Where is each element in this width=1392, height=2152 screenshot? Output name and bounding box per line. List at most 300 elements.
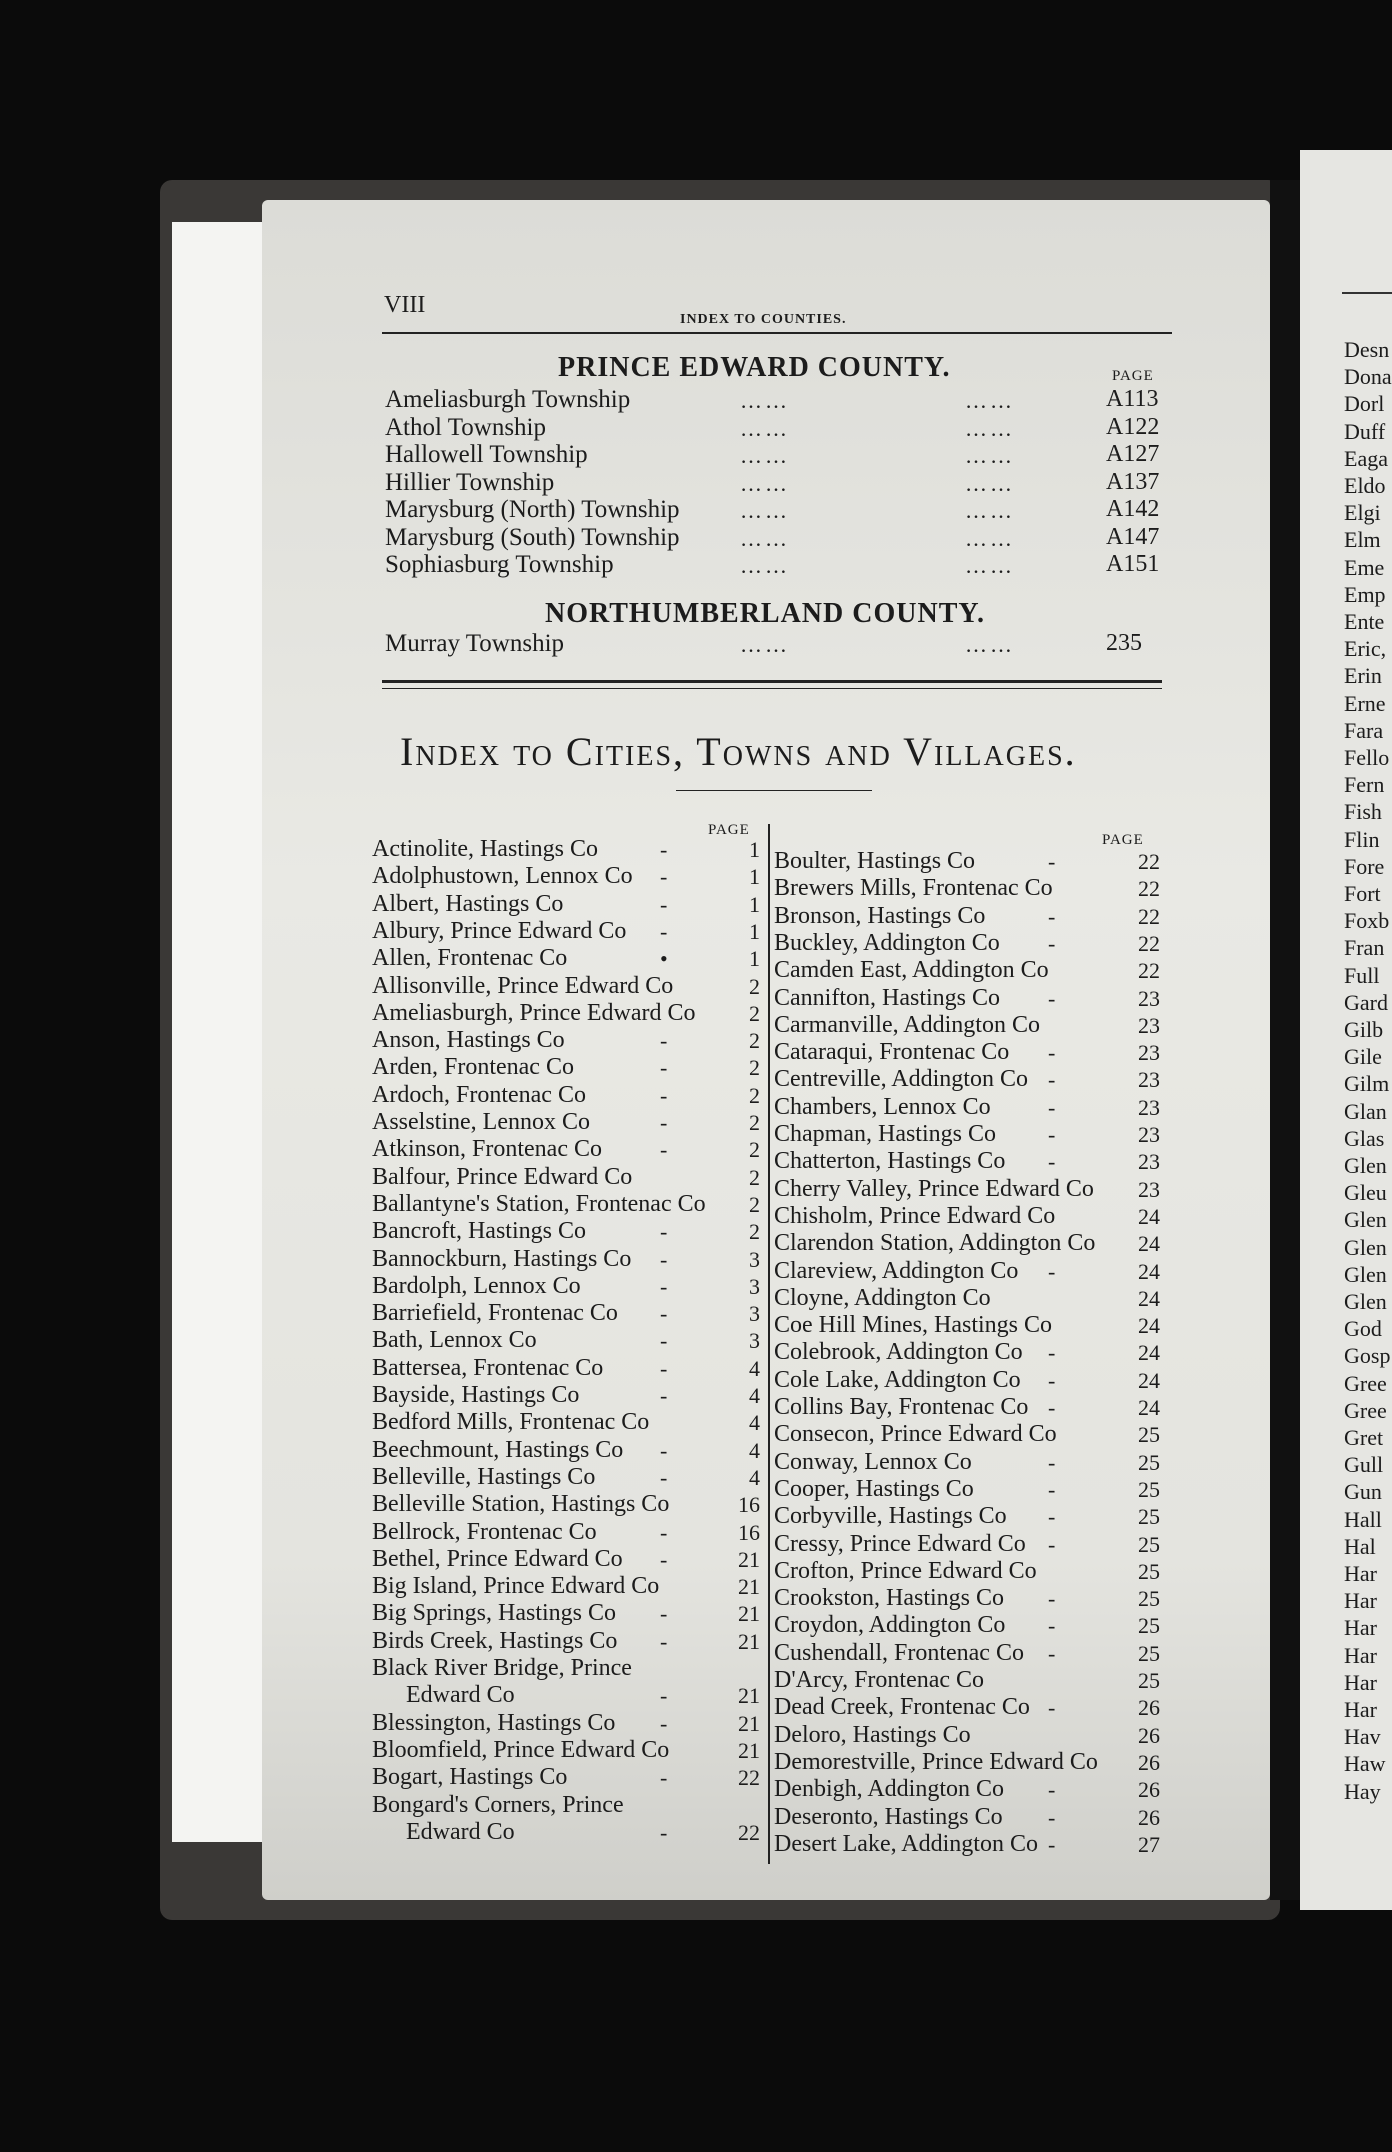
index-entry-name: Brewers Mills, Frontenac Co — [774, 875, 1053, 902]
facing-page-fragment: Gret — [1344, 1425, 1384, 1450]
index-entry-page: 2 — [749, 1000, 760, 1026]
index-entry-page: 27 — [1138, 1831, 1160, 1857]
township-page: A137 — [1106, 468, 1160, 495]
index-entry-page: 24 — [1138, 1395, 1160, 1420]
index-entry-name: Balfour, Prince Edward Co — [372, 1163, 633, 1190]
index-entry-page: 23 — [1138, 985, 1160, 1011]
leader-dash: - — [660, 1628, 668, 1654]
leader-dash: - — [1048, 1531, 1056, 1557]
facing-page-fragment: Har — [1344, 1588, 1377, 1614]
facing-page-fragment: Gull — [1344, 1452, 1384, 1478]
township-name: Marysburg (North) Township — [385, 496, 680, 523]
facing-page-fragment: Emp — [1344, 581, 1386, 607]
index-entry-name: Bongard's Corners, Prince — [372, 1791, 624, 1818]
index-entry-page: 21 — [738, 1683, 760, 1709]
index-entry-name: Belleville, Hastings Co — [372, 1463, 596, 1490]
index-entry-page: 2 — [749, 1055, 760, 1081]
facing-page-fragment: Elm — [1344, 527, 1381, 553]
leader-dash: - — [1048, 930, 1056, 956]
index-title: Index to Cities, Towns and Villages. — [400, 729, 1077, 774]
index-entry-page: 1 — [749, 837, 760, 862]
index-entry-name: Adolphustown, Lennox Co — [372, 863, 633, 890]
leader-dash: - — [1048, 1367, 1056, 1393]
index-entry-name: Allisonville, Prince Edward Co — [372, 972, 674, 999]
index-entry-page: 22 — [1138, 876, 1160, 902]
index-entry-page: 24 — [1138, 1285, 1160, 1311]
index-entry-name: Bannockburn, Hastings Co — [372, 1245, 632, 1272]
index-entry-page: 23 — [1138, 1012, 1160, 1038]
county-page-label: PAGE — [1112, 368, 1154, 384]
leader-dash: - — [660, 1246, 668, 1272]
facing-page-fragment: Glen — [1344, 1234, 1387, 1260]
facing-page-fragment: Glen — [1344, 1207, 1387, 1233]
index-entry-name: Actinolite, Hastings Co — [372, 836, 598, 862]
index-entry-name: Chisholm, Prince Edward Co — [774, 1202, 1056, 1229]
index-entry-name: Big Springs, Hastings Co — [372, 1600, 617, 1627]
index-entry-page: 16 — [738, 1519, 760, 1545]
index-entry-name: Buckley, Addington Co — [774, 929, 1000, 956]
index-entry-page: 24 — [1138, 1367, 1160, 1393]
leader-dash: - — [1048, 1067, 1056, 1093]
index-entry-page: 1 — [749, 864, 760, 890]
leader-dots: …… — [965, 498, 1015, 523]
facing-page-fragment: Fara — [1344, 717, 1384, 743]
leader-dots: …… — [965, 553, 1015, 578]
index-entry-name: Cloyne, Addington Co — [774, 1284, 991, 1311]
leader-dash: - — [660, 1082, 668, 1108]
leader-dash: - — [660, 837, 668, 862]
header-rule — [382, 332, 1172, 334]
facing-page-fragment: Gile — [1344, 1044, 1382, 1070]
leader-dots: …… — [965, 525, 1015, 551]
facing-page-fragment: Haw — [1344, 1751, 1386, 1777]
facing-page-fragment: Desn — [1344, 337, 1390, 362]
index-entry-page: 22 — [738, 1765, 760, 1791]
index-entry-name: Camden East, Addington Co — [774, 957, 1049, 984]
facing-page-fragment: Har — [1344, 1615, 1377, 1641]
index-entry-page: 25 — [1138, 1504, 1160, 1530]
index-entry-page: 4 — [749, 1410, 760, 1436]
index-entry-name: Big Island, Prince Edward Co — [372, 1573, 660, 1600]
index-entry-page: 24 — [1138, 1203, 1160, 1229]
leader-dash: - — [660, 864, 668, 890]
township-page: A127 — [1106, 441, 1160, 467]
facing-page-fragment: Gard — [1344, 989, 1388, 1015]
facing-page — [1300, 150, 1392, 1910]
township-name: Murray Township — [385, 630, 565, 657]
index-entry-name: Blessington, Hastings Co — [372, 1709, 616, 1736]
county-title-prince-edward: PRINCE EDWARD COUNTY. — [558, 352, 951, 383]
index-entry-name: Asselstine, Lennox Co — [372, 1109, 590, 1135]
index-entry-name: Corbyville, Hastings Co — [774, 1503, 1007, 1530]
index-entry-page: 24 — [1138, 1258, 1160, 1284]
index-entry-page: 25 — [1138, 1613, 1160, 1639]
leader-dash: - — [660, 1137, 668, 1163]
index-entry-page: 22 — [1138, 849, 1160, 874]
index-entry-page: 23 — [1138, 1094, 1160, 1120]
book-spine — [1270, 180, 1300, 1900]
leader-dash: - — [660, 1546, 668, 1572]
leader-dots: …… — [740, 443, 790, 468]
leader-dash: - — [1048, 1340, 1056, 1366]
index-entry-name: Boulter, Hastings Co — [774, 848, 976, 874]
county-title-northumberland: NORTHUMBERLAND COUNTY. — [545, 598, 986, 629]
index-entry-page: 25 — [1138, 1422, 1160, 1448]
leader-dash: - — [660, 1055, 668, 1081]
leader-dash: - — [1048, 1122, 1056, 1147]
leader-dash: - — [1048, 1149, 1056, 1175]
leader-dash: - — [1048, 1395, 1056, 1420]
facing-page-fragment: Har — [1344, 1697, 1377, 1722]
index-entry-name: Bethel, Prince Edward Co — [372, 1545, 623, 1572]
index-entry-name: Beechmount, Hastings Co — [372, 1436, 624, 1463]
township-page: 235 — [1106, 630, 1142, 656]
index-entry-page: 23 — [1138, 1176, 1160, 1202]
facing-page-fragment: Fore — [1344, 853, 1385, 879]
facing-page-fragment: Hav — [1344, 1724, 1381, 1750]
index-entry-page: 2 — [749, 1137, 760, 1163]
facing-page-fragment: Gilm — [1344, 1071, 1390, 1097]
leader-dash: - — [1048, 903, 1056, 929]
index-entry-name: Bardolph, Lennox Co — [372, 1272, 581, 1299]
index-entry-name: Arden, Frontenac Co — [372, 1054, 574, 1081]
facing-page-fragment: Fran — [1344, 935, 1385, 961]
leader-dash: - — [1048, 1695, 1056, 1721]
township-name: Marysburg (South) Township — [385, 523, 680, 551]
leader-dots: …… — [965, 470, 1015, 496]
index-entry-page: 2 — [749, 1191, 760, 1217]
facing-page-fragment: Erne — [1344, 690, 1386, 716]
leader-dots: …… — [740, 553, 790, 578]
leader-dash: - — [660, 1110, 668, 1135]
index-entry-name: Bogart, Hastings Co — [372, 1764, 568, 1791]
facing-page-fragment: Fish — [1344, 799, 1382, 825]
facing-page-fragment: Glan — [1344, 1098, 1387, 1124]
leader-dots: …… — [740, 632, 790, 657]
index-entry-name: Deseronto, Hastings Co — [774, 1803, 1003, 1830]
index-entry-page: 21 — [738, 1546, 760, 1572]
facing-page-fragment: Fort — [1344, 881, 1381, 906]
index-entry-name: Demorestville, Prince Edward Co — [774, 1748, 1098, 1775]
facing-page-fragment: Eric, — [1344, 636, 1387, 662]
column-divider — [768, 824, 770, 1864]
index-entry-page: 1 — [749, 918, 760, 944]
index-entry-page: 21 — [738, 1710, 760, 1736]
index-entry-page: 25 — [1138, 1558, 1160, 1584]
facing-page-fragment: Hal — [1344, 1533, 1376, 1559]
leader-dash: - — [1048, 1504, 1056, 1530]
index-entry-page: 24 — [1138, 1340, 1160, 1366]
leader-dash: - — [1048, 1613, 1056, 1639]
leader-dash: - — [1048, 1640, 1056, 1666]
leader-dash: - — [1048, 985, 1056, 1011]
facing-page-rule — [1342, 292, 1392, 294]
leader-dots: …… — [740, 415, 790, 441]
index-entry-name: Clareview, Addington Co — [774, 1257, 1019, 1284]
index-entry-name: Conway, Lennox Co — [774, 1448, 972, 1475]
index-entry-name: Cannifton, Hastings Co — [774, 984, 1000, 1011]
index-entry-page: 26 — [1138, 1722, 1160, 1748]
leader-dash: - — [1048, 1476, 1056, 1502]
facing-page-fragment: Glen — [1344, 1261, 1387, 1287]
leader-dots: …… — [740, 525, 790, 551]
index-entry-name: Bath, Lennox Co — [372, 1327, 537, 1354]
leader-dash: - — [1048, 1449, 1056, 1475]
facing-page-fragment: Glen — [1344, 1289, 1387, 1314]
index-entry-name: Ardoch, Frontenac Co — [372, 1081, 586, 1108]
index-entry-page: 4 — [749, 1437, 760, 1463]
leader-dash: - — [660, 1028, 668, 1054]
index-entry-page: 25 — [1138, 1476, 1160, 1502]
facing-page-fragment: Hall — [1344, 1506, 1382, 1532]
index-entry-page: 4 — [749, 1464, 760, 1490]
leader-dash: - — [660, 1355, 668, 1381]
index-entry-name: Bloomfield, Prince Edward Co — [372, 1736, 670, 1763]
leader-dash: - — [660, 918, 668, 944]
facing-page-fragment: Duff — [1344, 418, 1386, 444]
index-entry-name: Desert Lake, Addington Co — [774, 1830, 1038, 1857]
facing-page-fragment: Eldo — [1344, 473, 1386, 498]
index-entry-name: Cole Lake, Addington Co — [774, 1366, 1021, 1393]
index-entry-name: Bedford Mills, Frontenac Co — [372, 1409, 650, 1436]
facing-page-fragment: Har — [1344, 1642, 1377, 1668]
index-entry-page: 3 — [749, 1246, 760, 1272]
index-entry-page: 22 — [1138, 930, 1160, 956]
facing-page-fragment: God — [1344, 1316, 1382, 1342]
index-entry-page: 26 — [1138, 1804, 1160, 1830]
index-entry-page: 22 — [1138, 958, 1160, 984]
index-entry-page: 4 — [749, 1383, 760, 1408]
leader-dash: - — [660, 1219, 668, 1245]
index-entry-name: Bellrock, Frontenac Co — [372, 1518, 597, 1545]
township-name: Hallowell Township — [385, 441, 588, 468]
leader-dash: - — [660, 1328, 668, 1354]
index-entry-page: 22 — [738, 1819, 760, 1845]
index-entry-name: Cressy, Prince Edward Co — [774, 1530, 1026, 1557]
page-number: VIII — [384, 292, 426, 318]
township-name: Sophiasburg Township — [385, 551, 614, 578]
index-entry-page: 3 — [749, 1273, 760, 1299]
facing-page-fragment: Gleu — [1344, 1180, 1387, 1206]
index-entry-page: 24 — [1138, 1231, 1160, 1257]
facing-page-fragment: Gree — [1344, 1397, 1387, 1423]
index-entry-name: Battersea, Frontenac Co — [372, 1354, 604, 1381]
index-entry-page: 2 — [749, 1110, 760, 1135]
township-name: Athol Township — [385, 413, 546, 441]
township-page: A142 — [1106, 496, 1160, 522]
leader-dash: - — [1048, 1804, 1056, 1830]
facing-page-fragment: Full — [1344, 962, 1380, 988]
leader-dash: - — [1048, 1831, 1056, 1857]
index-entry-page: 25 — [1138, 1640, 1160, 1666]
index-entry-page: 25 — [1138, 1449, 1160, 1475]
index-entry-page: 2 — [749, 1028, 760, 1054]
leader-dash: • — [660, 946, 668, 972]
leader-dash: - — [660, 1519, 668, 1545]
index-entry-name: Edward Co — [406, 1682, 515, 1709]
index-entry-name: Anson, Hastings Co — [372, 1027, 565, 1054]
leader-dots: …… — [965, 388, 1015, 413]
index-entry-page: 2 — [749, 1082, 760, 1108]
index-entry-page: 2 — [749, 1219, 760, 1245]
index-entry-name: Chambers, Lennox Co — [774, 1093, 991, 1120]
index-entry-name: Centreville, Addington Co — [774, 1066, 1028, 1093]
index-entry-page: 25 — [1138, 1586, 1160, 1612]
leader-dots: …… — [965, 443, 1015, 468]
title-underline — [676, 790, 872, 791]
leader-dash: - — [660, 1710, 668, 1736]
facing-page-fragment: Flin — [1344, 826, 1380, 852]
index-entry-page: 26 — [1138, 1777, 1160, 1803]
index-entry-page: 26 — [1138, 1695, 1160, 1721]
facing-page-fragment: Har — [1344, 1561, 1377, 1586]
leader-dash: - — [1048, 849, 1056, 874]
index-entry-page: 26 — [1138, 1749, 1160, 1775]
index-entry-name: Barriefield, Frontenac Co — [372, 1300, 618, 1327]
leader-dots: …… — [965, 415, 1015, 441]
index-entry-page: 23 — [1138, 1149, 1160, 1175]
facing-page-fragment: Eaga — [1344, 445, 1388, 471]
township-name: Hillier Township — [385, 468, 555, 496]
index-entry-page: 21 — [738, 1601, 760, 1627]
left-page-label: PAGE — [708, 822, 750, 838]
leader-dash: - — [660, 1683, 668, 1709]
index-entry-page: 23 — [1138, 1067, 1160, 1093]
index-entry-name: Consecon, Prince Edward Co — [774, 1421, 1057, 1448]
leader-dash: - — [1048, 1094, 1056, 1120]
leader-dash: - — [1048, 1777, 1056, 1803]
index-entry-page: 23 — [1138, 1122, 1160, 1147]
index-entry-page: 16 — [738, 1492, 760, 1518]
township-name: Ameliasburgh Township — [385, 386, 631, 413]
index-entry-page: 2 — [749, 973, 760, 999]
facing-page-fragment: Fern — [1344, 772, 1385, 798]
facing-page-fragment: Glas — [1344, 1125, 1385, 1151]
leader-dash: - — [660, 1301, 668, 1327]
leader-dash: - — [660, 1765, 668, 1791]
index-entry-name: Dead Creek, Frontenac Co — [774, 1694, 1030, 1721]
index-entry-page: 4 — [749, 1355, 760, 1381]
index-entry-page: 22 — [1138, 903, 1160, 929]
index-entry-name: Bayside, Hastings Co — [372, 1382, 580, 1408]
index-entry-name: Cooper, Hastings Co — [774, 1475, 974, 1502]
index-entry-name: Atkinson, Frontenac Co — [372, 1136, 602, 1163]
leader-dots: …… — [740, 470, 790, 496]
index-entry-page: 1 — [749, 891, 760, 917]
facing-page-fragment: Gree — [1344, 1370, 1387, 1396]
leader-dash: - — [660, 1819, 668, 1845]
section-rule-thin — [382, 688, 1162, 689]
index-entry-name: Bancroft, Hastings Co — [372, 1218, 586, 1245]
leader-dash: - — [660, 891, 668, 917]
facing-page-fragment: Gosp — [1344, 1343, 1391, 1369]
facing-page-fragment: Gilb — [1344, 1017, 1384, 1042]
index-entry-page: 23 — [1138, 1040, 1160, 1066]
index-entry-name: Denbigh, Addington Co — [774, 1776, 1005, 1803]
leader-dash: - — [660, 1273, 668, 1299]
index-entry-name: Chatterton, Hastings Co — [774, 1148, 1006, 1175]
facing-page-fragment: Foxb — [1344, 908, 1390, 934]
index-entry-name: Birds Creek, Hastings Co — [372, 1627, 618, 1654]
index-entry-name: Carmanville, Addington Co — [774, 1011, 1040, 1038]
index-entry-name: Croydon, Addington Co — [774, 1612, 1006, 1639]
index-entry-name: Crookston, Hastings Co — [774, 1585, 1005, 1612]
index-entry-name: Albury, Prince Edward Co — [372, 917, 627, 944]
township-page: A113 — [1106, 386, 1159, 412]
index-entry-name: Cataraqui, Frontenac Co — [774, 1039, 1010, 1066]
running-title: INDEX TO COUNTIES. — [680, 312, 847, 327]
index-entry-name: Colebrook, Addington Co — [774, 1339, 1023, 1366]
facing-page-fragment: Fello — [1344, 745, 1390, 770]
page-edge — [172, 222, 268, 1842]
facing-page-fragment: Dona — [1344, 364, 1392, 390]
index-entry-name: Black River Bridge, Prince — [372, 1655, 632, 1681]
leader-dash: - — [660, 1601, 668, 1627]
index-entry-name: Allen, Frontenac Co — [372, 945, 568, 972]
index-entry-name: Deloro, Hastings Co — [774, 1721, 971, 1748]
leader-dots: …… — [740, 498, 790, 523]
index-entry-page: 1 — [749, 946, 760, 972]
index-entry-name: Cherry Valley, Prince Edward Co — [774, 1175, 1094, 1202]
index-entry-name: Ameliasburgh, Prince Edward Co — [372, 999, 696, 1026]
facing-page-fragment: Glen — [1344, 1153, 1387, 1178]
section-rule — [382, 680, 1162, 683]
facing-page-fragment: Erin — [1344, 663, 1382, 689]
index-entry-page: 25 — [1138, 1531, 1160, 1557]
index-entry-page: 24 — [1138, 1313, 1160, 1339]
leader-dash: - — [660, 1464, 668, 1490]
index-entry-page: 3 — [749, 1328, 760, 1354]
index-entry-name: Bronson, Hastings Co — [774, 902, 986, 929]
index-entry-page: 21 — [738, 1628, 760, 1654]
index-entry-page: 21 — [738, 1574, 760, 1600]
right-page-label: PAGE — [1102, 832, 1144, 848]
index-entry-page: 2 — [749, 1164, 760, 1190]
leader-dash: - — [1048, 1586, 1056, 1612]
leader-dots: …… — [740, 388, 790, 413]
index-entry-name: Cushendall, Frontenac Co — [774, 1639, 1024, 1666]
index-entry-name: Collins Bay, Frontenac Co — [774, 1394, 1029, 1420]
facing-page-fragment: Ente — [1344, 609, 1385, 634]
facing-page-fragment: Gun — [1344, 1479, 1382, 1505]
facing-page-fragment: Har — [1344, 1669, 1377, 1695]
index-entry-name: Clarendon Station, Addington Co — [774, 1230, 1096, 1257]
leader-dash: - — [660, 1383, 668, 1408]
facing-page-fragment: Hay — [1344, 1778, 1381, 1804]
township-page: A151 — [1106, 551, 1160, 577]
facing-page-fragment: Eme — [1344, 554, 1385, 580]
index-entry-name: Ballantyne's Station, Frontenac Co — [372, 1190, 706, 1217]
facing-page-fragment: Elgi — [1344, 500, 1381, 526]
township-page: A122 — [1106, 413, 1160, 440]
index-entry-page: 25 — [1138, 1668, 1160, 1693]
leader-dots: …… — [965, 632, 1015, 657]
facing-page-fragment: Dorl — [1344, 391, 1385, 417]
leader-dash: - — [660, 1437, 668, 1463]
township-page: A147 — [1106, 523, 1160, 550]
index-entry-name: Crofton, Prince Edward Co — [774, 1557, 1037, 1584]
index-entry-name: Albert, Hastings Co — [372, 890, 564, 917]
index-entry-name: D'Arcy, Frontenac Co — [774, 1667, 985, 1693]
index-entry-page: 21 — [738, 1737, 760, 1763]
index-entry-page: 3 — [749, 1301, 760, 1327]
leader-dash: - — [1048, 1258, 1056, 1284]
index-entry-name: Belleville Station, Hastings Co — [372, 1491, 670, 1518]
index-entry-name: Edward Co — [406, 1818, 515, 1845]
index-entry-name: Coe Hill Mines, Hastings Co — [774, 1312, 1053, 1339]
index-entry-name: Chapman, Hastings Co — [774, 1121, 996, 1147]
leader-dash: - — [1048, 1040, 1056, 1066]
